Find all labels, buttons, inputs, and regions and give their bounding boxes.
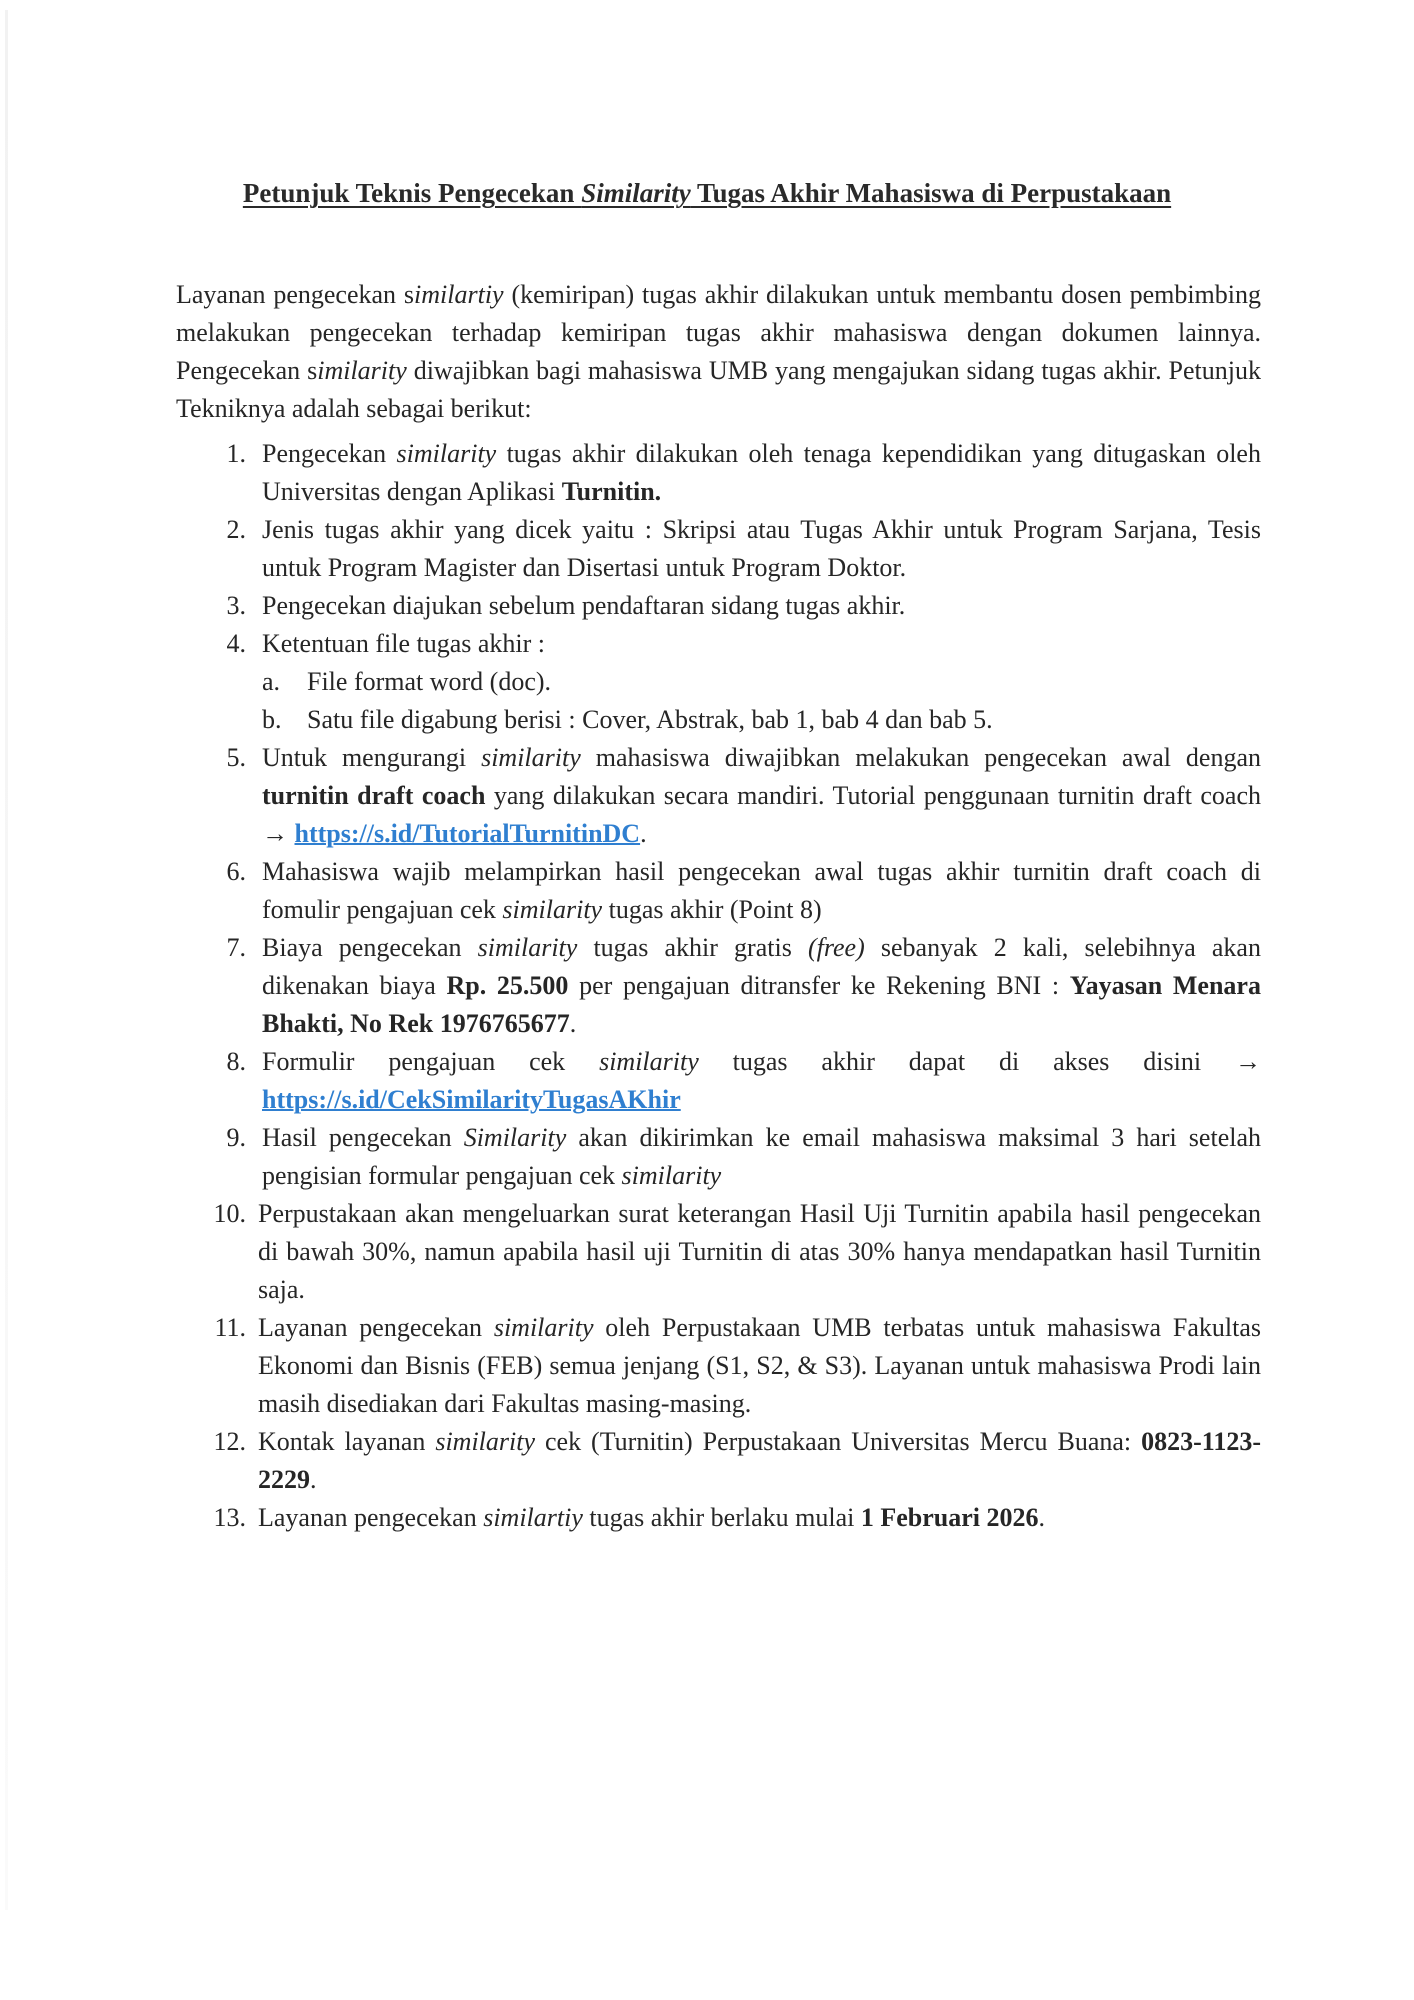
item-text: tugas akhir dilakukan oleh tenaga kependidikan yang ditugaskan oleh Universitas dengan Aplikasi bbox=[262, 439, 1261, 506]
item-number: 4. bbox=[226, 629, 246, 658]
list-item-7 bbox=[176, 929, 1261, 1043]
item-number: 9. bbox=[226, 1123, 246, 1152]
intro-italic: imilarity bbox=[317, 356, 407, 385]
item-italic: similartiy bbox=[483, 1503, 583, 1532]
arrow-right-icon: → bbox=[1235, 1047, 1261, 1076]
instruction-list bbox=[176, 435, 1261, 1537]
item-text: mahasiswa diwajibkan melakukan pengecekan awal dengan bbox=[580, 743, 1261, 772]
fee-amount: Rp. 25.500 bbox=[446, 971, 569, 1000]
item-italic: similarity bbox=[435, 1427, 536, 1456]
title-italic: Similarity bbox=[581, 178, 691, 208]
cek-similarity-form-link[interactable]: https://s.id/CekSimilarityTugasAKhir bbox=[262, 1085, 681, 1114]
item-italic: similarity bbox=[621, 1161, 722, 1190]
item-italic: similarity bbox=[493, 1313, 594, 1342]
intro-text: Layanan pengecekan s bbox=[176, 280, 415, 309]
list-item-9 bbox=[176, 1119, 1261, 1195]
scan-edge-artifact bbox=[5, 10, 8, 1910]
list-item-3 bbox=[176, 587, 1261, 625]
list-item-4 bbox=[176, 625, 1261, 739]
item-text: Ketentuan file tugas akhir : bbox=[262, 629, 546, 658]
sub-item-letter: b. bbox=[262, 705, 282, 734]
item-text: akan dikirimkan ke email mahasiswa maksimal 3 hari setelah pengisian formular pengajuan cek bbox=[262, 1123, 1261, 1190]
item-text: Kontak layanan bbox=[258, 1427, 436, 1456]
item-bold: Turnitin. bbox=[561, 477, 662, 506]
title-text: Petunjuk Teknis Pengecekan bbox=[242, 178, 582, 208]
item-text: Jenis tugas akhir yang dicek yaitu : Skripsi atau Tugas Akhir untuk Program Sarjana, Tesis untuk Program Magister dan Disertasi untuk Program Doktor. bbox=[262, 515, 1261, 582]
list-item-1 bbox=[176, 435, 1261, 511]
item-text: . bbox=[569, 1009, 577, 1038]
sub-list bbox=[262, 663, 1261, 739]
item-number: 11. bbox=[214, 1313, 246, 1342]
item-number: 7. bbox=[226, 933, 246, 962]
item-italic: similarity bbox=[396, 439, 497, 468]
list-item-8 bbox=[176, 1043, 1261, 1119]
item-number: 13. bbox=[213, 1503, 246, 1532]
item-text: Pengecekan diajukan sebelum pendaftaran sidang tugas akhir. bbox=[262, 591, 906, 620]
item-text: per pengajuan ditransfer ke Rekening BNI : bbox=[568, 971, 1070, 1000]
item-text: Layanan pengecekan bbox=[258, 1503, 484, 1532]
item-number: 10. bbox=[213, 1199, 246, 1228]
item-text: . bbox=[310, 1465, 317, 1494]
item-text: Mahasiswa wajib melampirkan hasil pengecekan awal tugas akhir turnitin draft coach di fomulir pengajuan cek bbox=[262, 857, 1261, 924]
sub-item-text: File format word (doc). bbox=[307, 667, 552, 696]
title-text-end: Tugas Akhir Mahasiswa di Perpustakaan bbox=[690, 178, 1172, 208]
item-number: 6. bbox=[226, 857, 246, 886]
item-text: Hasil pengecekan bbox=[262, 1123, 464, 1152]
list-item-5 bbox=[176, 739, 1261, 853]
item-number: 12. bbox=[213, 1427, 246, 1456]
item-italic: (free) bbox=[807, 933, 865, 962]
sub-item-letter: a. bbox=[262, 667, 281, 696]
item-text: tugas akhir dapat di akses disini bbox=[698, 1047, 1235, 1076]
item-italic: Similarity bbox=[463, 1123, 567, 1152]
list-item-13 bbox=[176, 1499, 1261, 1537]
item-text: tugas akhir gratis bbox=[577, 933, 808, 962]
item-text: . bbox=[640, 819, 647, 848]
item-text: oleh Perpustakaan UMB terbatas untuk mahasiswa Fakultas Ekonomi dan Bisnis (FEB) semua jenjang (S1, S2, & S3). Layanan untuk mahasiswa Prodi lain masih disediakan dari Fakultas masing-masing. bbox=[258, 1313, 1262, 1418]
item-text: Perpustakaan akan mengeluarkan surat keterangan Hasil Uji Turnitin apabila hasil pengecekan di bawah 30%, namun apabila hasil uji Turnitin di atas 30% hanya mendapatkan hasil Turnitin saja. bbox=[258, 1199, 1261, 1304]
item-number: 8. bbox=[226, 1047, 246, 1076]
item-italic: similarity bbox=[477, 933, 578, 962]
item-text: Pengecekan bbox=[262, 439, 397, 468]
list-item-6 bbox=[176, 853, 1261, 929]
list-item-2 bbox=[176, 511, 1261, 587]
item-number: 3. bbox=[226, 591, 246, 620]
item-text: yang dilakukan secara mandiri. Tutorial penggunaan turnitin draft coach bbox=[485, 781, 1261, 810]
item-number: 5. bbox=[226, 743, 246, 772]
list-item-12 bbox=[176, 1423, 1261, 1499]
arrow-right-icon: → bbox=[262, 819, 288, 848]
document-title bbox=[0, 178, 1414, 209]
item-text: sebanyak 2 kali, selebihnya akan dikenakan biaya bbox=[262, 933, 1261, 1000]
item-number: 1. bbox=[226, 439, 246, 468]
sub-item-b bbox=[262, 701, 1261, 739]
item-italic: similarity bbox=[502, 895, 603, 924]
item-text: cek (Turnitin) Perpustakaan Universitas Mercu Buana: bbox=[535, 1427, 1142, 1456]
sub-item-a bbox=[262, 663, 1261, 701]
item-italic: similarity bbox=[481, 743, 581, 772]
item-bold: turnitin draft coach bbox=[262, 781, 486, 810]
list-item-11 bbox=[176, 1309, 1261, 1423]
intro-text: (kemiripan) tugas akhir dilakukan untuk membantu dosen pembimbing melakukan pengecekan terhadap kemiripan tugas akhir mahasiswa dengan dokumen lainnya. Pengecekan s bbox=[176, 280, 1262, 385]
item-text: Layanan pengecekan bbox=[258, 1313, 494, 1342]
item-text: tugas akhir (Point 8) bbox=[602, 895, 822, 924]
intro-text: diwajibkan bagi mahasiswa UMB yang mengajukan sidang tugas akhir. Petunjuk Tekniknya adalah sebagai berikut: bbox=[176, 356, 1261, 423]
item-number: 2. bbox=[226, 515, 246, 544]
effective-date: 1 Februari 2026 bbox=[860, 1503, 1039, 1532]
list-item-10 bbox=[176, 1195, 1261, 1309]
intro-italic: imilartiy bbox=[414, 280, 504, 309]
contact-phone: 0823-1123-2229 bbox=[258, 1427, 1261, 1494]
item-text: Untuk mengurangi bbox=[262, 743, 482, 772]
intro-paragraph bbox=[176, 276, 1261, 428]
tutorial-turnitin-link[interactable]: https://s.id/TutorialTurnitinDC bbox=[294, 819, 641, 848]
item-italic: similarity bbox=[599, 1047, 699, 1076]
item-text: . bbox=[1038, 1503, 1046, 1532]
item-text: Biaya pengecekan bbox=[262, 933, 478, 962]
item-text: tugas akhir berlaku mulai bbox=[582, 1503, 861, 1532]
bank-account: Yayasan Menara Bhakti, No Rek 1976765677 bbox=[262, 971, 1261, 1038]
sub-item-text: Satu file digabung berisi : Cover, Abstrak, bab 1, bab 4 dan bab 5. bbox=[307, 705, 993, 734]
item-text: Formulir pengajuan cek bbox=[262, 1047, 600, 1076]
